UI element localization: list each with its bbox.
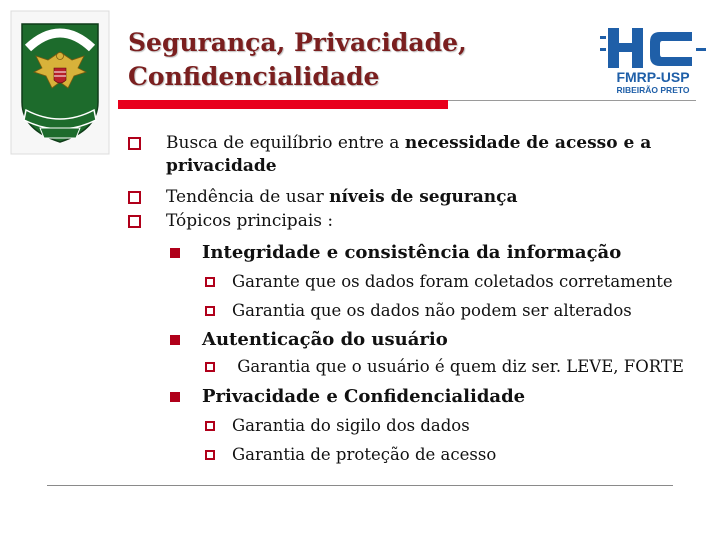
sub-bullet-marker — [170, 248, 180, 258]
sub-sub-bullet-item: Garantia do sigilo dos dados — [232, 416, 470, 435]
title-line-2: Confidencialidade — [128, 62, 380, 91]
sub-sub-bullet-marker — [205, 450, 215, 460]
bullet-item — [166, 132, 651, 154]
sub-sub-bullet-marker — [205, 306, 215, 316]
bullet-item — [166, 186, 518, 208]
sub-bullet-item: Integridade e consistência da informação — [202, 242, 622, 263]
sub-sub-bullet-marker — [205, 277, 215, 287]
bullet-continuation: privacidade — [166, 156, 277, 176]
bullet-marker — [128, 137, 141, 150]
sub-sub-bullet-marker — [205, 421, 215, 431]
bullet-item: Tópicos principais : — [166, 211, 334, 231]
title-line-1: Segurança, Privacidade, — [128, 28, 467, 57]
bullet-text: Tendência de usar — [166, 187, 330, 207]
footer-divider — [47, 485, 673, 486]
bullet-bold-text: níveis de segurança — [329, 187, 518, 207]
sub-sub-bullet-item: Garante que os dados foram coletados corretamente — [232, 272, 673, 291]
sub-bullet-item: Autenticação do usuário — [202, 329, 448, 350]
sub-bullet-item: Privacidade e Confidencialidade — [202, 386, 526, 407]
sub-sub-bullet-item: Garantia de proteção de acesso — [232, 445, 497, 464]
bullet-text: Busca de equilíbrio entre a — [166, 133, 405, 153]
logo-line-2: RIBEIRÃO PRETO — [616, 85, 690, 95]
bullet-marker — [128, 191, 141, 204]
sub-sub-bullet-marker — [205, 362, 215, 372]
logo-line-1: FMRP-USP — [616, 69, 690, 85]
sub-sub-bullet-item: Garantia que os dados não podem ser alterados — [232, 301, 632, 320]
sub-bullet-marker — [170, 335, 180, 345]
bullet-bold-text: necessidade de acesso e a — [404, 133, 652, 153]
sub-bullet-marker — [170, 392, 180, 402]
sub-sub-bullet-item: Garantia que o usuário é quem diz ser. LEVE, FORTE — [232, 357, 684, 376]
bullet-marker — [128, 215, 141, 228]
